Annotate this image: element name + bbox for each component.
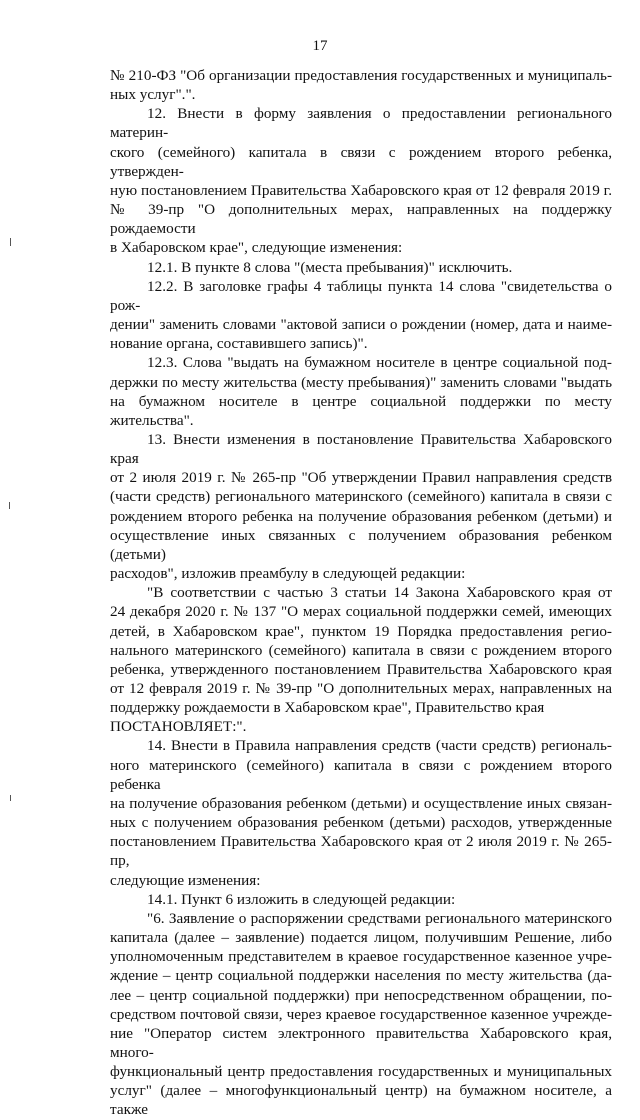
text-line: на получение образования ребенком (детьми) и осуществление иных связан- (110, 794, 612, 812)
text-line: ждение – центр социальной поддержки населения по месту жительства (да- (110, 967, 612, 985)
text-line: лее – центр социальной поддержки) при непосредственном обращении, по- (110, 986, 612, 1004)
text-line: (части средств) регионального материнского (семейного) капитала в связи с (110, 488, 612, 506)
text-line: № 39-пр "О дополнительных мерах, направленных на поддержку рождаемости (110, 201, 612, 238)
text-line: ние "Оператор систем электронного правительства Хабаровского края, много- (110, 1024, 612, 1061)
text-line: услуг" (далее – многофункциональный центр) на бумажном носителе, а также (110, 1082, 612, 1119)
scan-artifact-mark (9, 502, 10, 509)
text-line: осуществление иных связанных с получением образования ребенком (детьми) (110, 526, 612, 563)
text-line: 14.1. Пункт 6 изложить в следующей редакции: (147, 890, 456, 908)
text-line: в Хабаровском крае", следующие изменения: (110, 239, 403, 257)
text-line: 12.2. В заголовке графы 4 таблицы пункта 14 слова "свидетельства о рож- (110, 277, 612, 314)
text-line: № 210-ФЗ "Об организации предоставления государственных и муниципаль- (110, 67, 612, 84)
text-line: ского (семейного) капитала в связи с рождением второго ребенка, утвержден- (110, 143, 612, 180)
page-number: 17 (312, 38, 328, 54)
text-line: 24 декабря 2020 г. № 137 "О мерах социальной поддержки семей, имеющих (110, 603, 612, 621)
text-line: ПОСТАНОВЛЯЕТ:". (110, 718, 247, 736)
text-line: 12. Внести в форму заявления о предоставлении регионального материн- (110, 105, 612, 142)
text-line: ных услуг".". (110, 86, 196, 104)
text-line: постановлением Правительства Хабаровского края от 2 июля 2019 г. № 265-пр, (110, 833, 612, 870)
text-line: расходов", изложив преамбулу в следующей редакции: (110, 565, 466, 583)
text-line: "6. Заявление о распоряжении средствами регионального материнского (147, 909, 612, 927)
text-line: уполномоченным представителем в краевое государственное казенное учре- (110, 948, 612, 966)
text-line: дении" заменить словами "актовой записи о рождении (номер, дата и наиме- (110, 316, 612, 334)
text-line: от 2 июля 2019 г. № 265-пр "Об утверждении Правил направления средств (110, 469, 612, 487)
text-line: 14. Внести в Правила направления средств (части средств) региональ- (147, 737, 612, 755)
text-line: нального материнского (семейного) капитала в связи с рождением второго (110, 641, 612, 659)
scan-artifact-mark (10, 795, 11, 801)
text-line: следующие изменения: (110, 871, 261, 889)
text-line: 12.1. В пункте 8 слова "(места пребывания)" исключить. (147, 258, 513, 276)
text-line: рождением второго ребенка на получение образования ребенком (детьми) и (110, 507, 612, 525)
document-body (110, 66, 612, 1120)
text-line: держки по месту жительства (месту пребывания)" заменить словами "выдать (110, 373, 612, 391)
text-line: детей, в Хабаровском крае", пунктом 19 Порядка предоставления регио- (110, 622, 612, 640)
text-line: от 12 февраля 2019 г. № 39-пр "О дополнительных мерах, направленных на (110, 680, 612, 697)
text-line: поддержку рождаемости в Хабаровском крае", Правительство края (110, 699, 545, 717)
text-line: средством почтовой связи, через краевое государственное казенное учрежде- (110, 1005, 612, 1023)
text-line: на бумажном носителе в центре социальной поддержки по месту жительства". (110, 392, 612, 429)
text-line: ных с получением образования ребенком (детьми) расходов, утвержденные (110, 814, 612, 832)
text-line: ребенка, утвержденного постановлением Правительства Хабаровского края (110, 660, 612, 678)
scan-artifact-mark (10, 238, 11, 246)
text-line: 12.3. Слова "выдать на бумажном носителе в центре социальной под- (147, 354, 612, 372)
text-line: ную постановлением Правительства Хабаровского края от 12 февраля 2019 г. (110, 181, 612, 199)
text-line: функциональный центр предоставления государственных и муниципальных (110, 1063, 612, 1081)
text-line: капитала (далее – заявление) подается лицом, получившим Решение, либо (110, 929, 612, 947)
text-line: "В соответствии с частью 3 статьи 14 Закона Хабаровского края от (147, 584, 612, 602)
text-line: нование органа, составившего запись)". (110, 335, 368, 353)
text-line: 13. Внести изменения в постановление Правительства Хабаровского края (110, 430, 612, 468)
text-line: ного материнского (семейного) капитала в связи с рождением второго ребенка (110, 756, 612, 793)
